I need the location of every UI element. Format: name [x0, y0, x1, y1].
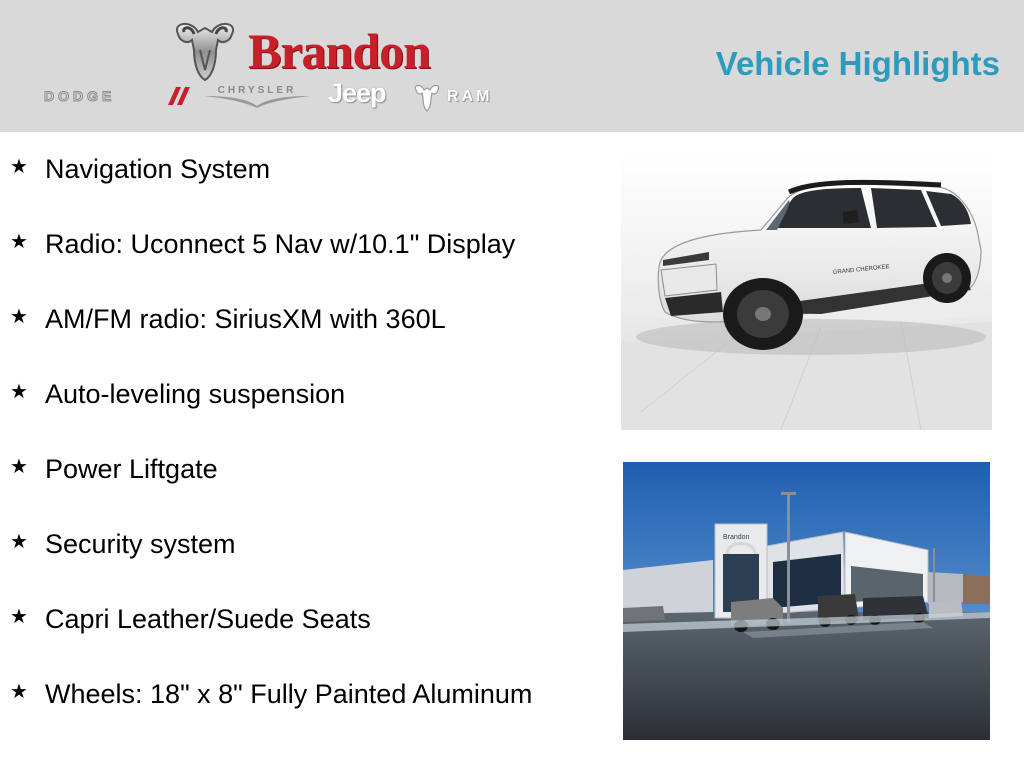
dodge-logo: DODGE: [44, 88, 116, 104]
building-sign: Brandon: [723, 534, 750, 541]
list-item: [10, 677, 590, 711]
ram-small-logo-icon: [412, 84, 442, 112]
list-item: [10, 452, 590, 486]
jeep-logo: Jeep: [328, 78, 386, 108]
list-item: [10, 152, 590, 186]
header-banner: [0, 0, 1024, 132]
feature-label: Navigation System: [45, 154, 271, 184]
star-icon: ★: [10, 681, 28, 703]
star-icon: ★: [10, 381, 28, 403]
feature-label: Wheels: 18" x 8" Fully Painted Aluminum: [45, 679, 533, 709]
page-title: Vehicle Highlights: [715, 45, 1000, 82]
dealership-photo: [623, 462, 990, 740]
list-item: [10, 527, 590, 561]
star-icon: ★: [10, 231, 28, 253]
feature-label: Power Liftgate: [45, 454, 218, 484]
chrysler-wings-icon: [204, 94, 310, 108]
feature-label: Radio: Uconnect 5 Nav w/10.1" Display: [45, 229, 516, 259]
list-item: [10, 377, 590, 411]
feature-label: Security system: [45, 529, 236, 559]
feature-label: Capri Leather/Suede Seats: [45, 604, 371, 634]
star-icon: ★: [10, 531, 28, 553]
list-item: [10, 227, 590, 261]
vehicle-badge: GRAND CHEROKEE: [832, 264, 890, 276]
star-icon: ★: [10, 306, 28, 328]
ram-head-logo-icon: [170, 20, 240, 84]
dodge-stripes-icon: [160, 87, 190, 105]
star-icon: ★: [10, 456, 28, 478]
list-item: [10, 602, 590, 636]
feature-label: AM/FM radio: SiriusXM with 360L: [45, 304, 446, 334]
chrysler-logo: CHRYSLER: [217, 85, 297, 96]
star-icon: ★: [10, 156, 28, 178]
feature-label: Auto-leveling suspension: [45, 379, 346, 409]
ram-logo: RAM: [447, 88, 493, 105]
list-item: [10, 302, 590, 336]
star-icon: ★: [10, 606, 28, 628]
feature-list: [10, 152, 590, 752]
dealer-brand-name: Brandon: [248, 23, 430, 79]
vehicle-photo: [621, 152, 992, 430]
